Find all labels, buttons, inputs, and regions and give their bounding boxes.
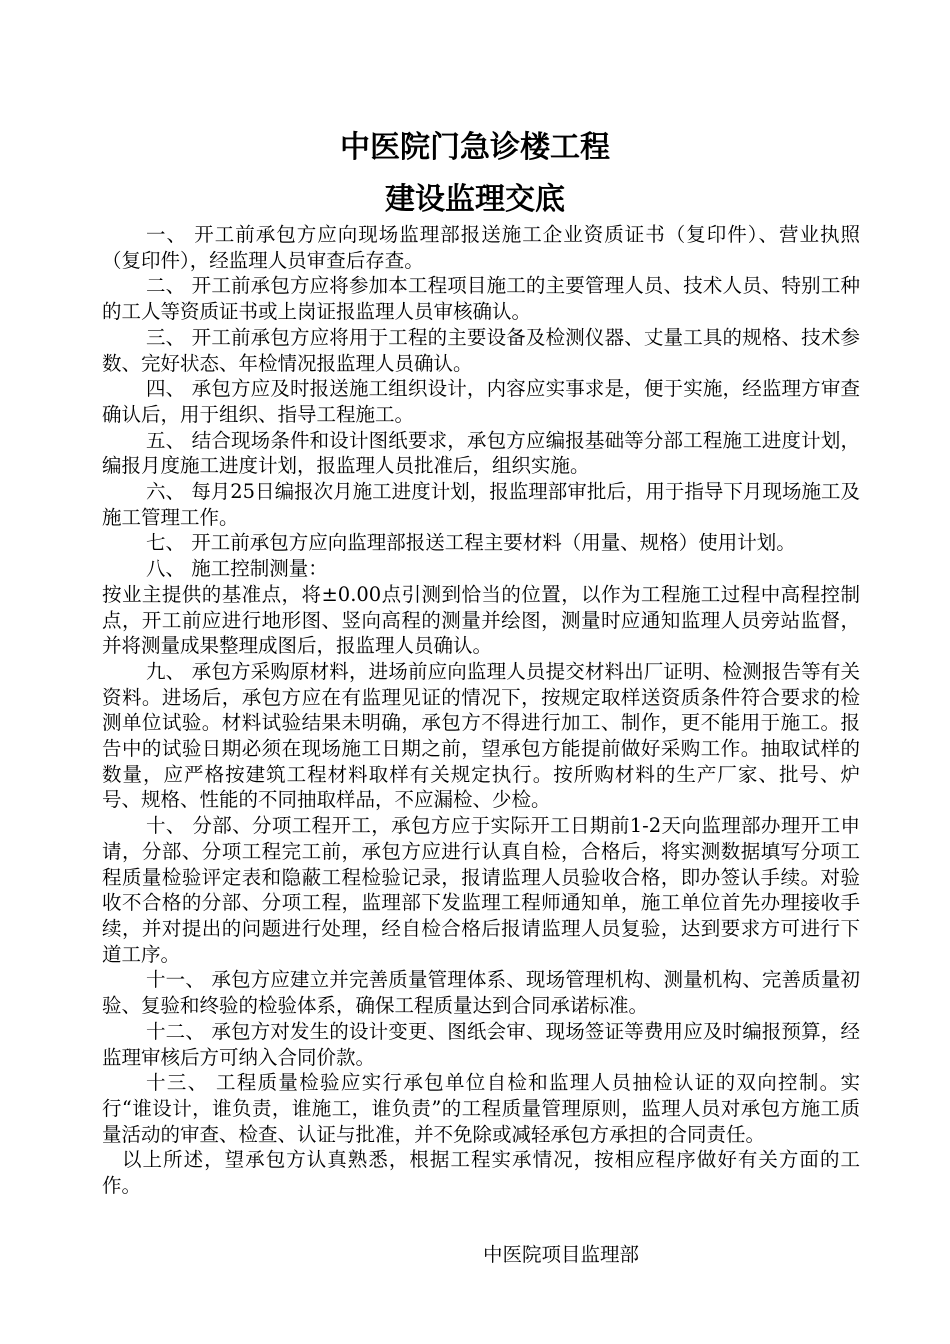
paragraph-11: 十一、 承包方应建立并完善质量管理体系、现场管理机构、测量机构、完善质量初验、复验和终验的检验体系，确保工程质量达到合同承诺标准。 (102, 968, 860, 1018)
paragraph-1: 一、 开工前承包方应向现场监理部报送施工企业资质证书（复印件）、营业执照（复印件），经监理人员审查后存查。 (102, 223, 860, 272)
paragraph-2: 二、 开工前承包方应将参加本工程项目施工的主要管理人员、技术人员、特别工种的工人等资质证书或上岗证报监理人员审核确认。 (102, 274, 860, 324)
paragraph-8-body: 按业主提供的基准点，将±0.00点引测到恰当的位置，以作为工程施工过程中高程控制点，开工前应进行地形图、竖向高程的测量并绘图，测量时应通知监理人员旁站监督，并将测量成果整理成图后，报监理人员确认。 (102, 582, 860, 658)
paragraph-12: 十二、 承包方对发生的设计变更、图纸会审、现场签证等费用应及时编报预算，经监理审核后方可纳入合同价款。 (102, 1019, 860, 1069)
paragraph-6: 六、 每月25日编报次月施工进度计划，报监理部审批后，用于指导下月现场施工及施工管理工作。 (102, 480, 860, 529)
paragraph-4: 四、 承包方应及时报送施工组织设计，内容应实事求是，便于实施，经监理方审查确认后，用于组织、指导工程施工。 (102, 377, 860, 426)
paragraph-3: 三、 开工前承包方应将用于工程的主要设备及检测仪器、丈量工具的规格、技术参数、完好状态、年检情况报监理人员确认。 (102, 325, 860, 375)
document-title: 中医院门急诊楼工程 (340, 130, 610, 165)
signature: 中医院项目监理部 (483, 1243, 640, 1266)
paragraph-13: 十三、 工程质量检验应实行承包单位自检和监理人员抽检认证的双向控制。实行“谁设计，谁负责，谁施工，谁负责”的工程质量管理原则，监理人员对承包方施工质量活动的审查、检查、认证与批准，并不免除或减轻承包方承担的合同责任。 (102, 1071, 860, 1146)
paragraph-10: 十、 分部、分项工程开工，承包方应于实际开工日期前1-2天向监理部办理开工申请，分部、分项工程完工前，承包方应进行认真自检，合格后，将实测数据填写分项工程质量检验评定表和隐蔽工程检验记录，报请监理人员验收合格，即办签认手续。对验收不合格的分部、分项工程，监理部下发监理工程师通知单，施工单位首先办理接收手续，并对提出的问题进行处理，经自检合格后报请监理人员复验，达到要求方可进行下道工序。 (102, 814, 860, 966)
document-body (102, 222, 860, 1199)
paragraph-9: 九、 承包方采购原材料，进场前应向监理人员提交材料出厂证明、检测报告等有关资料。进场后，承包方应在有监理见证的情况下，按规定取样送资质条件符合要求的检测单位试验。材料试验结果未明确，承包方不得进行加工、制作，更不能用于施工。报告中的试验日期必须在现场施工日期之前，望承包方能提前做好采购工作。抽取试样的数量，应严格按建筑工程材料取样有关规定执行。按所购材料的生产厂家、批号、炉号、规格、性能的不同抽取样品，不应漏检、少检。 (102, 659, 860, 812)
paragraph-8-heading: 八、 施工控制测量： (146, 557, 328, 581)
closing-paragraph: 以上所述，望承包方认真熟悉，根据工程实承情况，按相应程序做好有关方面的工作。 (102, 1148, 860, 1198)
paragraph-5: 五、 结合现场条件和设计图纸要求，承包方应编报基础等分部工程施工进度计划，编报月度施工进度计划，报监理人员批准后，组织实施。 (102, 428, 860, 478)
paragraph-7: 七、 开工前承包方应向监理部报送工程主要材料（用量、规格）使用计划。 (146, 531, 796, 555)
document-subtitle: 建设监理交底 (385, 182, 565, 217)
